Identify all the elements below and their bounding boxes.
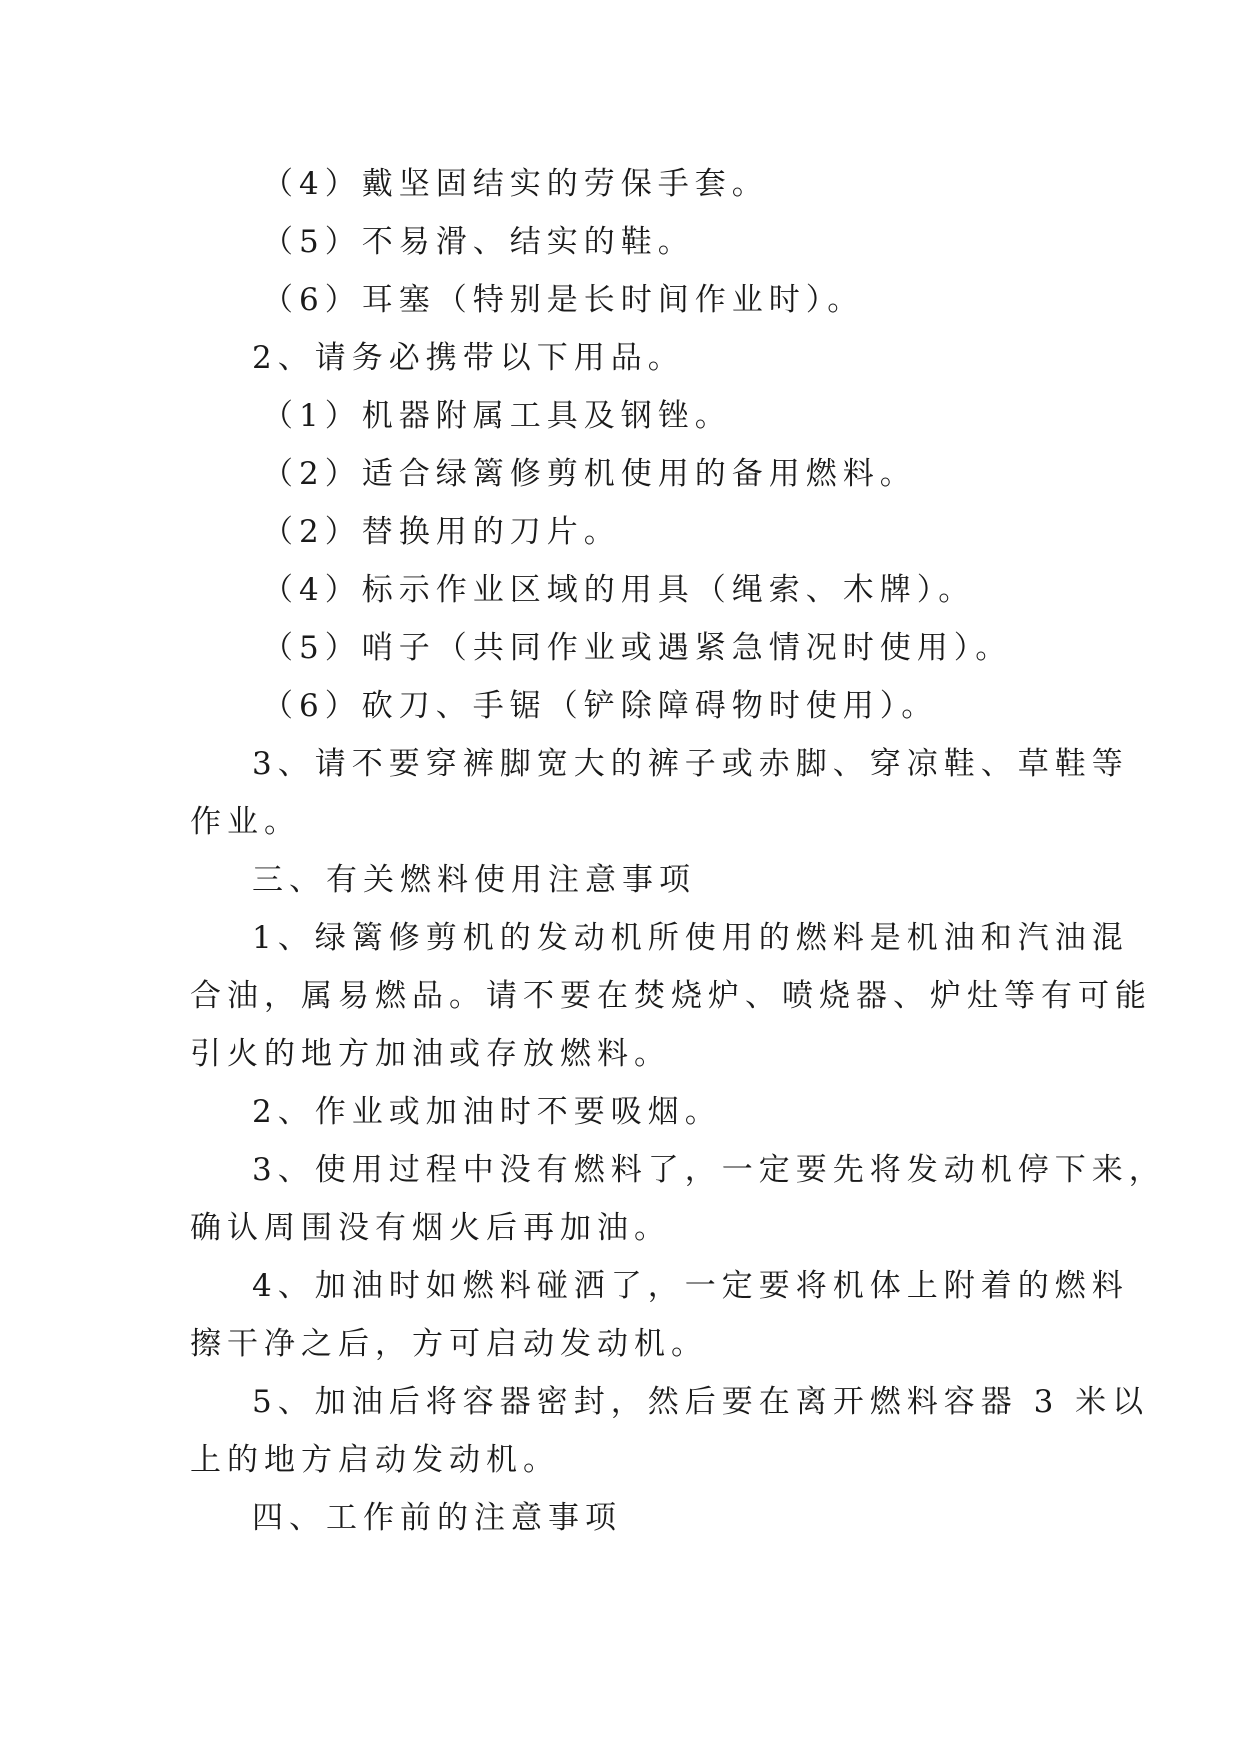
- fuel-item-4-cont: 擦干净之后，方可启动发动机。: [190, 1326, 708, 1362]
- fuel-item-1-cont-2: 引火的地方加油或存放燃料。: [190, 1036, 671, 1072]
- fuel-item-1-cont: 合油，属易燃品。请不要在焚烧炉、喷烧器、炉灶等有可能: [190, 978, 1152, 1014]
- fuel-item-3-cont: 确认周围没有烟火后再加油。: [190, 1210, 671, 1246]
- fuel-item-1: 1、绿篱修剪机的发动机所使用的燃料是机油和汽油混: [252, 920, 1129, 956]
- list-item-earplugs: （6）耳塞（特别是长时间作业时）。: [262, 282, 865, 318]
- section-heading-pre-work: 四、工作前的注意事项: [252, 1500, 622, 1536]
- fuel-item-4: 4、加油时如燃料碰洒了，一定要将机体上附着的燃料: [252, 1268, 1129, 1304]
- list-item-whistle: （5）哨子（共同作业或遇紧急情况时使用）。: [262, 630, 1013, 666]
- paragraph-item-3: 3、请不要穿裤脚宽大的裤子或赤脚、穿凉鞋、草鞋等: [252, 746, 1129, 782]
- list-item-spare-fuel: （2）适合绿篱修剪机使用的备用燃料。: [262, 456, 917, 492]
- fuel-item-5: 5、加油后将容器密封，然后要在离开燃料容器 3 米以: [252, 1384, 1150, 1420]
- list-item-tools: （1）机器附属工具及钢锉。: [262, 398, 732, 434]
- section-heading-fuel: 三、有关燃料使用注意事项: [252, 862, 696, 898]
- paragraph-item-2: 2、请务必携带以下用品。: [252, 340, 685, 376]
- list-item-machete-saw: （6）砍刀、手锯（铲除障碍物时使用）。: [262, 688, 939, 724]
- fuel-item-2: 2、作业或加油时不要吸烟。: [252, 1094, 722, 1130]
- list-item-shoes: （5）不易滑、结实的鞋。: [262, 224, 695, 260]
- list-item-area-markers: （4）标示作业区域的用具（绳索、木牌）。: [262, 572, 976, 608]
- fuel-item-5-cont: 上的地方启动发动机。: [190, 1442, 560, 1478]
- list-item-gloves: （4）戴坚固结实的劳保手套。: [262, 166, 769, 202]
- list-item-blades: （2）替换用的刀片。: [262, 514, 621, 550]
- fuel-item-3: 3、使用过程中没有燃料了，一定要先将发动机停下来，: [252, 1152, 1166, 1188]
- paragraph-item-3-cont: 作业。: [190, 804, 301, 840]
